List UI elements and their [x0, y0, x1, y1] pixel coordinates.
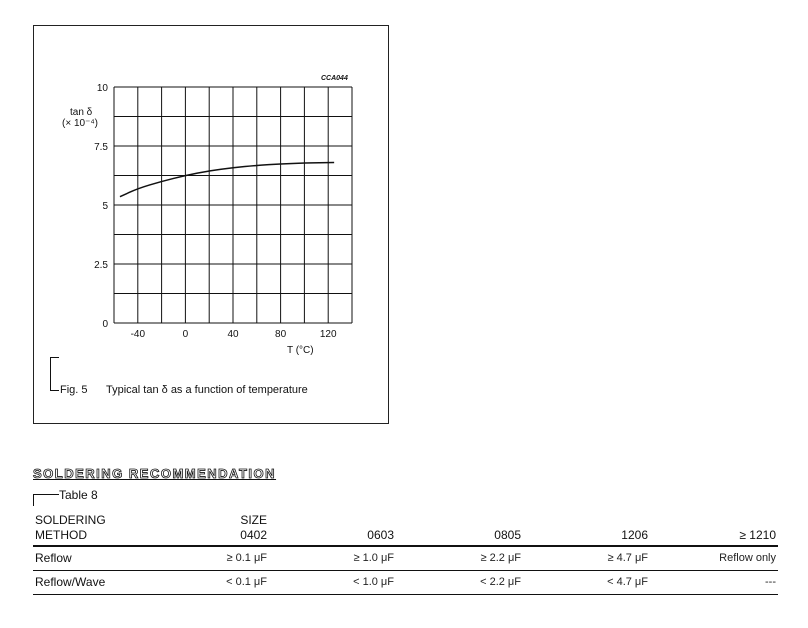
table-row	[33, 571, 778, 595]
table-cell: < 0.1 μF	[143, 571, 269, 595]
table-cell: Reflow only	[650, 546, 778, 571]
series-line	[120, 163, 334, 197]
x-axis-label: T (°C)	[287, 345, 314, 356]
figure-caption-text: Typical tan δ as a function of temperature	[106, 384, 308, 396]
table-cell: ≥ 1.0 μF	[269, 546, 396, 571]
table-label: Table 8	[59, 488, 98, 502]
figure-code: CCA044	[321, 75, 348, 82]
table-cell: ≥ 4.7 μF	[523, 546, 650, 571]
chart-series	[120, 163, 334, 197]
table-cell: < 2.2 μF	[396, 571, 523, 595]
y-tick-label: 0	[102, 319, 108, 330]
header-size-0603: 0603	[269, 513, 396, 546]
table-bracket	[33, 494, 59, 506]
y-tick-label: 7.5	[94, 142, 108, 153]
table-header-row	[33, 513, 778, 546]
chart-ticks	[94, 83, 337, 340]
header-size-1210: ≥ 1210	[650, 513, 778, 546]
x-tick-label: 80	[275, 329, 287, 340]
header-size-title: SIZE	[240, 513, 267, 527]
table-cell: < 4.7 μF	[523, 571, 650, 595]
chart-grid	[114, 87, 352, 323]
x-tick-label: 40	[227, 329, 239, 340]
header-soldering-method: SOLDERING METHOD	[33, 513, 143, 546]
x-tick-label: 0	[182, 329, 189, 340]
y-tick-label: 5	[102, 201, 108, 212]
soldering-table	[33, 513, 778, 595]
y-tick-label: 10	[96, 83, 108, 94]
table-row	[33, 546, 778, 571]
y-axis-label-line2: (× 10⁻⁴)	[62, 118, 98, 129]
figure-number: Fig. 5	[60, 384, 88, 396]
row-method: Reflow/Wave	[33, 571, 143, 595]
section-title: SOLDERING RECOMMENDATION	[33, 466, 277, 481]
y-tick-label: 2.5	[94, 260, 108, 271]
table-cell: < 1.0 μF	[269, 571, 396, 595]
figure-box	[33, 25, 389, 424]
table-cell: ≥ 0.1 μF	[143, 546, 269, 571]
table-cell: ---	[650, 571, 778, 595]
table-cell: ≥ 2.2 μF	[396, 546, 523, 571]
header-size-1206: 1206	[523, 513, 650, 546]
caption-bracket	[50, 357, 59, 391]
tan-delta-chart	[34, 26, 390, 366]
x-tick-label: -40	[130, 329, 146, 340]
y-axis-label-line1: tan δ	[70, 107, 93, 118]
header-size-0402: SIZE 0402	[143, 513, 269, 546]
x-tick-label: 120	[319, 329, 337, 340]
row-method: Reflow	[33, 546, 143, 571]
header-size-0805: 0805	[396, 513, 523, 546]
